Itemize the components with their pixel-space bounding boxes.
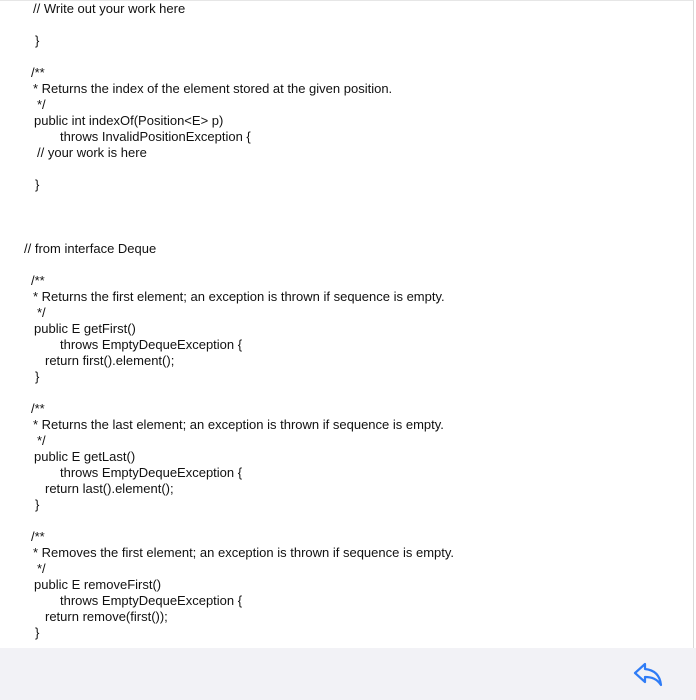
code-line-doc-open: /** (31, 401, 45, 416)
code-line-getfirst-signature: public E getFirst() (34, 321, 136, 336)
code-line-getlast-return: return last().element(); (45, 481, 174, 496)
code-line-removefirst-throws: throws EmptyDequeException { (60, 593, 243, 608)
code-line-brace: } (35, 625, 40, 640)
code-line-brace: } (35, 369, 40, 384)
code-line-doc-getlast: * Returns the last element; an exception is thrown if sequence is empty. (33, 417, 444, 432)
code-line-brace: } (35, 177, 40, 192)
code-line-doc-close: */ (37, 433, 46, 448)
code-line-indexof-signature: public int indexOf(Position<E> p) (34, 113, 224, 128)
bottom-toolbar (0, 648, 696, 700)
code-line-comment-deque: // from interface Deque (24, 241, 157, 256)
code-line-doc-getfirst: * Returns the first element; an exception is thrown if sequence is empty. (33, 289, 445, 304)
code-line-comment-work: // Write out your work here (33, 1, 186, 16)
code-line-doc-close: */ (37, 97, 46, 112)
code-line-brace: } (35, 497, 40, 512)
code-line-doc-close: */ (37, 561, 46, 576)
code-line-indexof-throws: throws InvalidPositionException { (60, 129, 251, 144)
reply-button[interactable] (632, 660, 664, 688)
code-line-getlast-throws: throws EmptyDequeException { (60, 465, 243, 480)
reply-arrow-icon (632, 660, 664, 688)
code-line-removefirst-return: return remove(first()); (45, 609, 168, 624)
code-line-doc-indexof: * Returns the index of the element stored at the given position. (33, 81, 393, 96)
code-line-getfirst-return: return first().element(); (45, 353, 175, 368)
code-line-doc-close: */ (37, 305, 46, 320)
code-line-brace: } (35, 33, 40, 48)
code-line-doc-removefirst: * Removes the first element; an exception is thrown if sequence is empty. (33, 545, 455, 560)
code-line-removefirst-signature: public E removeFirst() (34, 577, 162, 592)
code-line-doc-open: /** (31, 273, 45, 288)
code-line-getfirst-throws: throws EmptyDequeException { (60, 337, 243, 352)
code-line-doc-open: /** (31, 65, 45, 80)
code-line-comment-your-work: // your work is here (37, 145, 147, 160)
code-line-doc-open: /** (31, 529, 45, 544)
code-line-getlast-signature: public E getLast() (34, 449, 136, 464)
